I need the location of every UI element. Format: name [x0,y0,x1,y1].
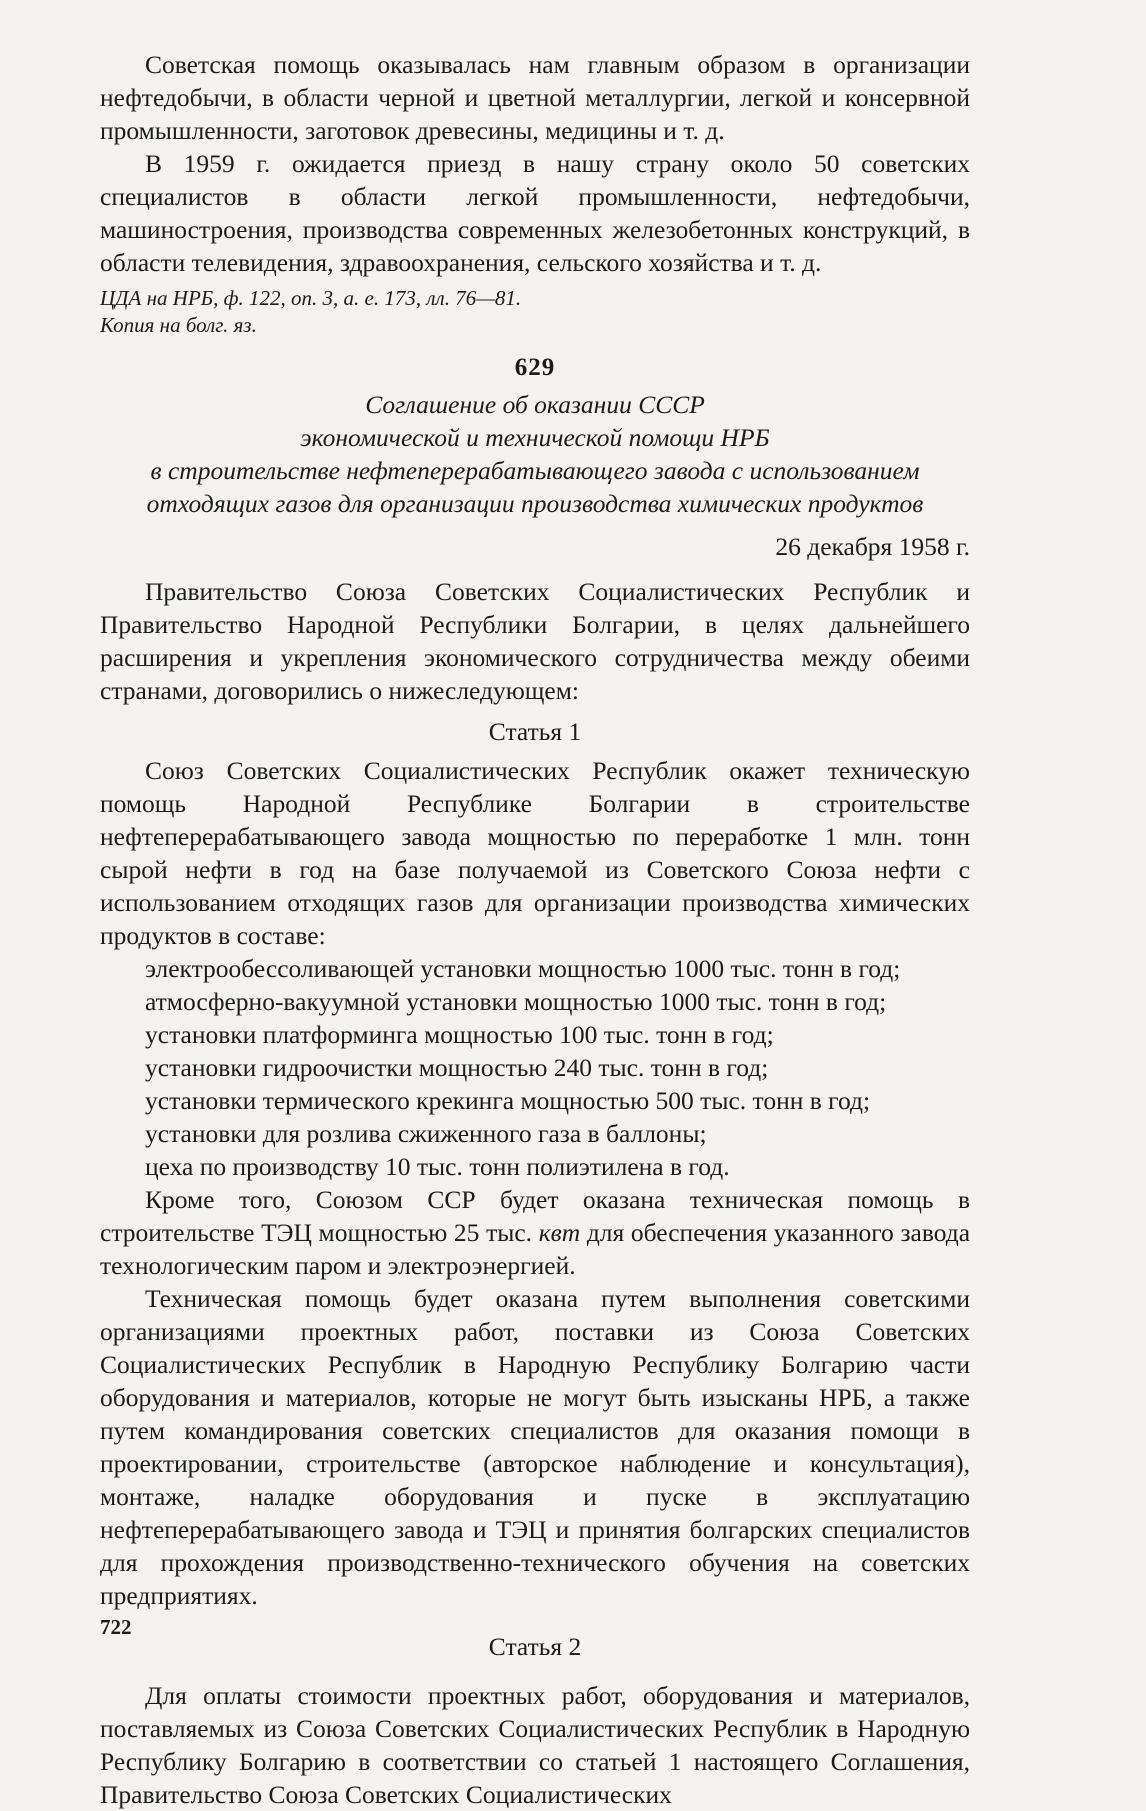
article-2-paragraph: Для оплаты стоимости проектных работ, оборудования и материалов, поставляемых из Союза Советских Социалистических Республик в Народную Республику Болгарию в соответствии со статьей 1 настоящего Соглашения, Правительство Союза Советских Социалистических [100,1681,970,1809]
article-2-heading: Статья 2 [488,1632,582,1661]
document-title [100,388,970,520]
unit-kvt: квт [538,1218,581,1247]
document-title-line: экономической и технической помощи НРБ [300,423,770,452]
article-1-paragraph: Техническая помощь будет оказана путем выполнения советскими организациями проектных работ, поставки из Союза Советских Социалистических Республик в Народную Республику Болгарию части оборудования и материалов, которые не могут быть изысканы НРБ, а также путем командирования советских специалистов для оказания помощи в проектировании, строительстве (авторское наблюдение и консультация), монтаже, наладке оборудования и пуске в эксплуатацию нефтеперерабатывающего завода и ТЭЦ и принятия болгарских специалистов для прохождения производственно-технического обучения на советских предприятиях. [100,1284,970,1610]
document-title-line: Соглашение об оказании СССР [365,390,705,419]
article-1-paragraph: Союз Советских Социалистических Республик окажет техническую помощь Народной Республике Болгарии в строительстве нефтеперерабатывающего завода мощностью по переработке 1 млн. тонн сырой нефти в год на базе получаемой из Советского Союза нефти с использованием отходящих газов для организации производства химических продуктов в составе: [100,756,970,950]
page-number: 722 [100,1615,132,1639]
intro-paragraph: Советская помощь оказывалась нам главным образом в организации нефтедобычи, в области черной и цветной металлургии, легкой и консервной промышленности, заготовок древесины, медицины и т. д. [100,50,970,145]
list-item: установки для розлива сжиженного газа в баллоны; [145,1119,707,1148]
document-date: 26 декабря 1958 г. [775,532,970,561]
document-page [100,48,970,1811]
article-1-paragraph [100,1183,970,1282]
text-fragment: для обеспечения указанного завода технологическим паром и электроэнергией. [100,1218,971,1280]
facility-list [100,952,970,1183]
document-title-line: отходящих газов для организации производства химических продуктов [146,489,924,518]
archive-copy-note: Копия на болг. яз. [100,313,257,337]
list-item: атмосферно-вакуумной установки мощностью 1000 тыс. тонн в год; [145,987,887,1016]
list-item: электрообессоливающей установки мощностью 1000 тыс. тонн в год; [145,954,901,983]
text-fragment: Кроме того, Союзом ССР будет оказана техническая помощь в строительстве ТЭЦ мощностью 25 тыс. [100,1185,970,1247]
list-item: цеха по производству 10 тыс. тонн полиэтилена в год. [145,1152,730,1181]
list-item: установки гидроочистки мощностью 240 тыс. тонн в год; [145,1053,769,1082]
intro-paragraph: В 1959 г. ожидается приезд в нашу страну около 50 советских специалистов в области легкой промышленности, нефтедобычи, машиностроения, производства современных железобетонных конструкций, в области телевидения, здравоохранения, сельского хозяйства и т. д. [100,149,970,277]
archive-reference: ЦДА на НРБ, ф. 122, оп. 3, а. е. 173, лл. 76—81. [100,286,522,310]
list-item: установки платформинга мощностью 100 тыс. тонн в год; [145,1020,774,1049]
article-1-heading: Статья 1 [488,717,582,746]
preamble-paragraph: Правительство Союза Советских Социалистических Республик и Правительство Народной Республики Болгарии, в целях дальнейшего расширения и укрепления экономического сотрудничества между обеими странами, договорились о нижеследующем: [100,577,970,705]
list-item: установки термического крекинга мощностью 500 тыс. тонн в год; [145,1086,871,1115]
document-title-line: в строительстве нефтеперерабатывающего завода с использованием [150,456,920,485]
document-number: 629 [514,354,556,381]
